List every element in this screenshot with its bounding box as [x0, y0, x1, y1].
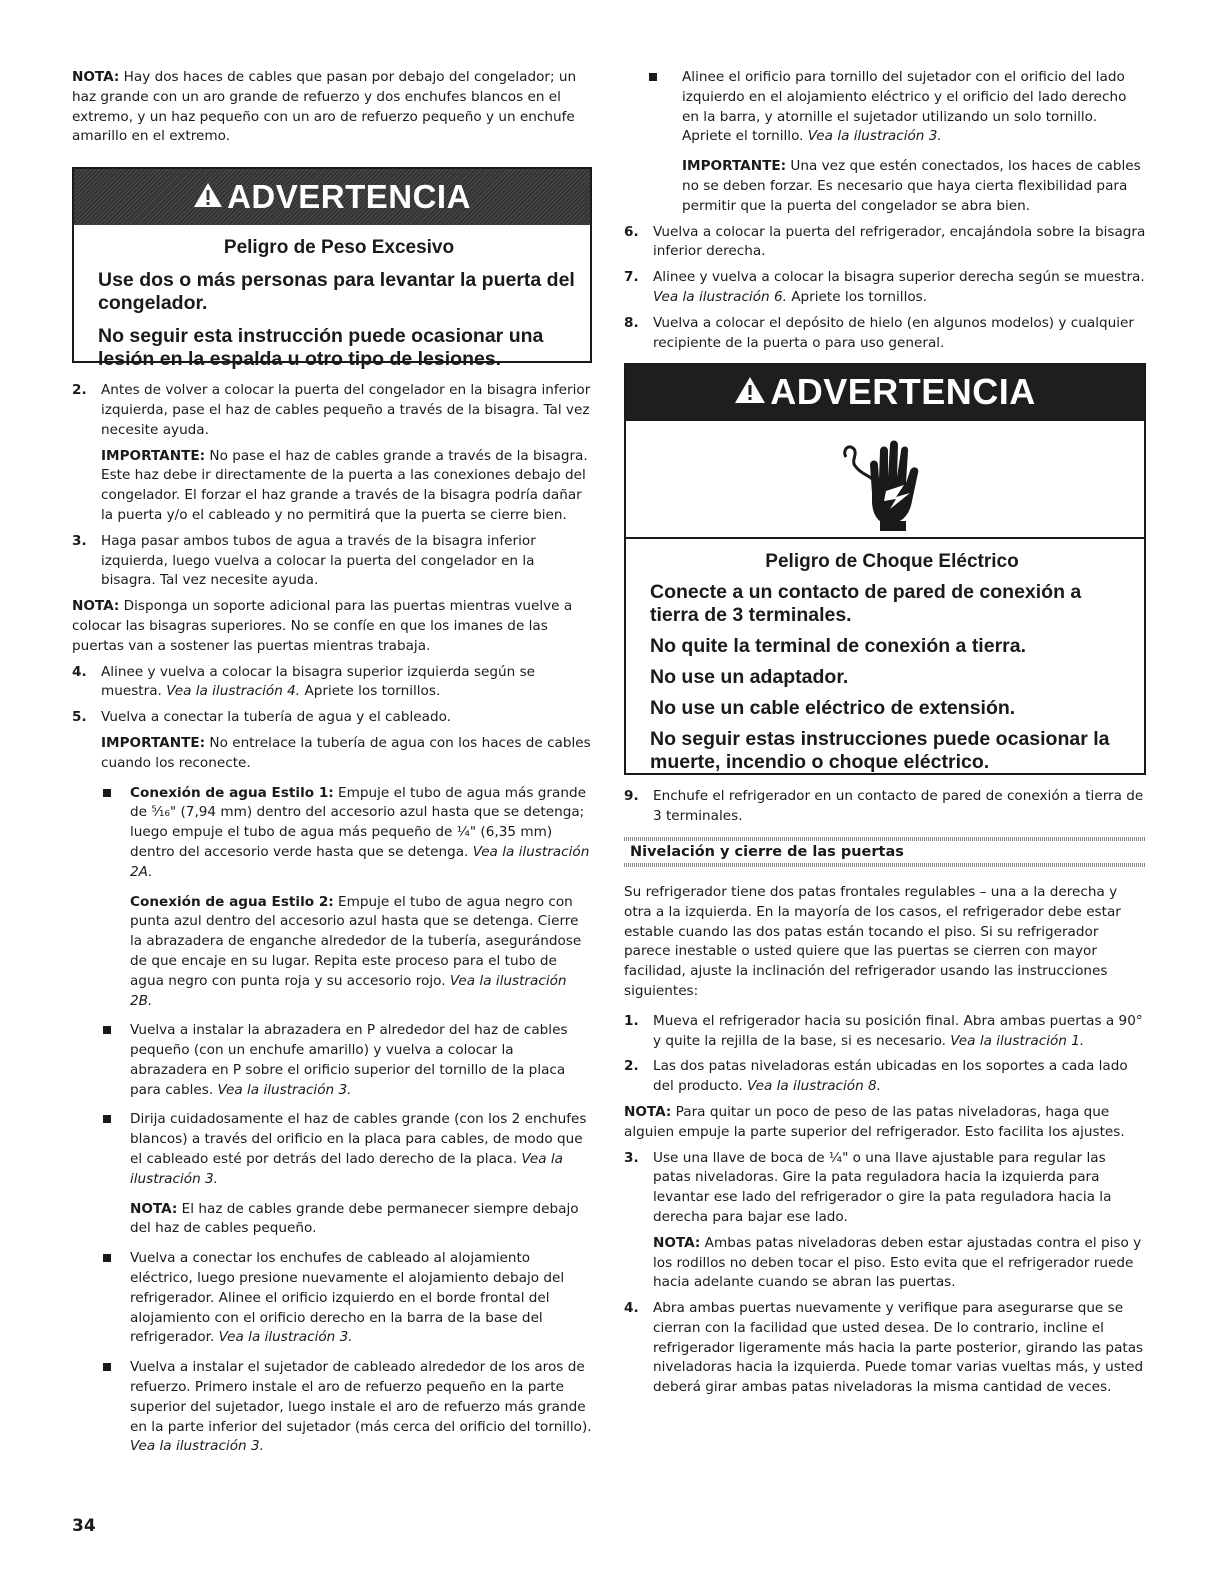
- illustration-reference: Vea la ilustración 3.: [130, 1438, 264, 1455]
- left-column: [72, 68, 592, 1457]
- warning-instruction: No use un adaptador.: [650, 666, 849, 689]
- illustration-reference: Vea la ilustración 8.: [747, 1078, 882, 1095]
- bullet-icon: [103, 1363, 111, 1371]
- right-column: [624, 68, 1146, 1398]
- bullet-item: Vuelva a conectar los enchufes de cableado al alojamiento eléctrico, luego presione nuevamente el alojamiento debajo del refrigerador. Alinee el orificio izquierdo en el borde frontal del alojamiento con el orificio derecho en la barra de la base del refrigerador. Vea la ilustración 3.: [72, 1249, 592, 1348]
- bullet-item: Vuelva a instalar la abrazadera en P alrededor del haz de cables pequeño (con un enchufe amarillo) y vuelva a colocar la abrazadera en P sobre el orificio superior del tornillo de la placa para cables. Vea la ilustración 3.: [72, 1021, 592, 1100]
- illustration-reference: Vea la ilustración 1.: [950, 1032, 1085, 1049]
- illustration-reference: Vea la ilustración 6.: [653, 288, 787, 305]
- bullet-item: Alinee el orificio para tornillo del sujetador con el orificio del lado izquierdo en el alojamiento eléctrico y el orificio del lado derecho en la barra, y atornille el sujetador utilizando un solo tornillo. Apriete el tornillo. Vea la ilustración 3.: [624, 68, 1146, 147]
- list-item: 1. Mueva el refrigerador hacia su posición final. Abra ambas puertas a 90° y quite la rejilla de la base, si es necesario. Vea la ilustración 1.: [624, 1012, 1143, 1049]
- important-note: IMPORTANTE: Una vez que estén conectados, los haces de cables no se deben forzar. Es necesario que haya cierta flexibilidad para permitir que la puerta del congelador se abra bien.: [682, 158, 1141, 214]
- list-item: 2. Las dos patas niveladoras están ubicadas en los soportes a cada lado del producto. Vea la ilustración 8.: [624, 1058, 1128, 1095]
- warning-instruction: Use dos o más personas para levantar la puerta del congelador.: [98, 269, 575, 315]
- note-cable-bundles: NOTA: Hay dos haces de cables que pasan por debajo del congelador; un haz grande con un aro grande de refuerzo y dos enchufes blancos en el extremo, y un haz pequeño con un aro de refuerzo pequeño y un enchufe amarillo en el extremo.: [72, 69, 577, 145]
- note-door-support: NOTA: Disponga un soporte adicional para las puertas mientras vuelve a colocar las bisagras superiores. No se confíe en que los imanes de las puertas van a sostener las puertas mientras trabaja.: [72, 598, 573, 654]
- warning-banner: ADVERTENCIA: [626, 365, 1144, 419]
- bullet-note: NOTA: El haz de cables grande debe permanecer siempre debajo del haz de cables pequeño.: [130, 1200, 579, 1237]
- list-item: 3. Use una llave de boca de ¼" o una llave ajustable para regular las patas niveladoras. Gire la pata reguladora hacia la izquierda para levantar ese lado del refrigerador o gire la pata reguladora hacia la derecha para bajar ese lado.: [624, 1149, 1112, 1225]
- bullet-icon: [103, 1026, 111, 1034]
- list-item: 8. Vuelva a colocar el depósito de hielo (en algunos modelos) y cualquier recipiente de la puerta o para uso general.: [624, 314, 1134, 351]
- list-item: 6. Vuelva a colocar la puerta del refrigerador, encajándola sobre la bisagra inferior derecha.: [624, 223, 1146, 260]
- section-heading: Nivelación y cierre de las puertas: [630, 843, 904, 860]
- illustration-reference: Vea la ilustración 4.: [166, 683, 301, 700]
- warning-title: Peligro de Peso Excesivo: [223, 237, 455, 259]
- bullet-paragraph: Conexión de agua Estilo 2: Empuje el tubo de agua negro con punta azul dentro del accesorio azul hasta que se detenga. Cierre la abrazadera de enganche alrededor de la tubería, asegurándose de que encaje en su lugar. Repita este proceso para el tubo de agua negro con punta roja y su accesorio rojo. Vea la ilustración 2B.: [130, 893, 582, 1009]
- list-item: 4. Abra ambas puertas nuevamente y verifique para asegurarse que se cierran con la facilidad que usted desea. De lo contrario, incline el refrigerador ligeramente más hacia la parte posterior, girando las patas niveladoras hacia la izquierda. Puede tomar varias vueltas más, y usted deberá girar ambas patas niveladoras la misma cantidad de veces.: [624, 1300, 1144, 1396]
- warning-instruction: No use un cable eléctrico de extensión.: [650, 697, 1016, 720]
- bullet-icon: [649, 73, 657, 81]
- illustration-reference: Vea la ilustración 3.: [218, 1329, 353, 1346]
- warning-box-weight: [72, 167, 592, 371]
- bullet-item: Vuelva a instalar el sujetador de cableado alrededor de los aros de refuerzo. Primero instale el aro de refuerzo pequeño en la parte superior del sujetador, luego instale el aro de refuerzo más grande en la parte inferior del sujetador (más cerca del orificio del tornillo). Vea la ilustración 3.: [72, 1358, 592, 1457]
- list-item: 5. Vuelva a conectar la tubería de agua y el cableado.: [72, 709, 451, 726]
- bullet-icon: [103, 1115, 111, 1123]
- page-number: 34: [72, 1516, 96, 1536]
- warning-banner: ADVERTENCIA: [74, 169, 590, 225]
- illustration-reference: Vea la ilustración 2B.: [130, 972, 567, 1009]
- bullet-icon: [103, 1254, 111, 1262]
- electric-shock-hand-icon: [840, 435, 930, 538]
- warning-box-shock: [624, 363, 1146, 775]
- bullet-item: Conexión de agua Estilo 1: Empuje el tubo de agua más grande de ⁵⁄₁₆" (7,94 mm) dentro del accesorio azul hasta que se detenga; luego empuje el tubo de agua más pequeño de ¼" (6,35 mm) dentro del accesorio verde hasta que se detenga. Vea la ilustración 2A.: [72, 784, 592, 883]
- warning-instruction: No quite la terminal de conexión a tierra.: [650, 635, 1027, 658]
- warning-consequence: No seguir esta instrucción puede ocasionar una lesión en la espalda u otro tipo de lesiones.: [98, 325, 544, 371]
- list-item: 9. Enchufe el refrigerador en un contacto de pared de conexión a tierra de 3 terminales.: [624, 788, 1144, 825]
- list-item: 4. Alinee y vuelva a colocar la bisagra superior izquierda según se muestra. Vea la ilustración 4. Apriete los tornillos.: [72, 663, 536, 700]
- illustration-reference: Vea la ilustración 3.: [130, 1151, 563, 1187]
- illustration-reference: Vea la ilustración 3.: [217, 1081, 352, 1098]
- important-note: IMPORTANTE: No entrelace la tubería de agua con los haces de cables cuando los reconecte.: [101, 734, 591, 771]
- list-item: 2. Antes de volver a colocar la puerta del congelador en la bisagra inferior izquierda, pase el haz de cables pequeño a través de la bisagra. Tal vez necesite ayuda.: [72, 382, 591, 438]
- important-note: IMPORTANTE: No pase el haz de cables grande a través de la bisagra. Este haz debe ir directamente de la puerta a las conexiones debajo del congelador. El forzar el haz grande a través de la bisagra podría dañar la puerta y/o el cableado y no permitirá que la puerta se cierre bien.: [101, 447, 588, 523]
- section-intro: Su refrigerador tiene dos patas frontales regulables – una a la derecha y otra a la izquierda. En la mayoría de los casos, el refrigerador debe estar estable cuando las dos patas están tocando el piso. Si su refrigerador parece inestable o usted quiere que las puertas se cierren con mayor facilidad, ajuste la inclinación del refrigerador usando las instrucciones siguientes:: [624, 883, 1121, 999]
- list-item: 3. Haga pasar ambos tubos de agua a través de la bisagra inferior izquierda, luego vuelva a colocar la puerta del congelador en la bisagra. Tal vez necesite ayuda.: [72, 532, 536, 589]
- bullet-icon: [103, 789, 111, 797]
- warning-instruction: Conecte a un contacto de pared de conexión a tierra de 3 terminales.: [650, 581, 1082, 627]
- note-leveling-legs: NOTA: Ambas patas niveladoras deben estar ajustadas contra el piso y los rodillos no deben tocar el piso. Esto evita que el refrigerador ruede hacia adelante cuando se abran las puertas.: [653, 1234, 1142, 1291]
- section-rule-bottom: [624, 863, 1146, 867]
- bullet-item: Dirija cuidadosamente el haz de cables grande (con los 2 enchufes blancos) a través del orificio en la placa para cables, de modo que el cableado esté por detrás del lado derecho de la placa. Vea la ilustración 3.: [72, 1110, 592, 1189]
- list-item: 7. Alinee y vuelva a colocar la bisagra superior derecha según se muestra. Vea la ilustración 6. Apriete los tornillos.: [624, 269, 1145, 305]
- warning-triangle-icon: [193, 169, 223, 225]
- illustration-reference: Vea la ilustración 3.: [807, 128, 942, 145]
- illustration-reference: Vea la ilustración 2A.: [130, 843, 590, 880]
- note-leveling-weight: NOTA: Para quitar un poco de peso de las patas niveladoras, haga que alguien empuje la parte superior del refrigerador. Esto facilita los ajustes.: [624, 1103, 1125, 1140]
- warning-triangle-icon: [734, 365, 766, 419]
- warning-title: Peligro de Choque Eléctrico: [765, 551, 1019, 573]
- warning-consequence: No seguir estas instrucciones puede ocasionar la muerte, incendio o choque eléctrico.: [650, 728, 1110, 774]
